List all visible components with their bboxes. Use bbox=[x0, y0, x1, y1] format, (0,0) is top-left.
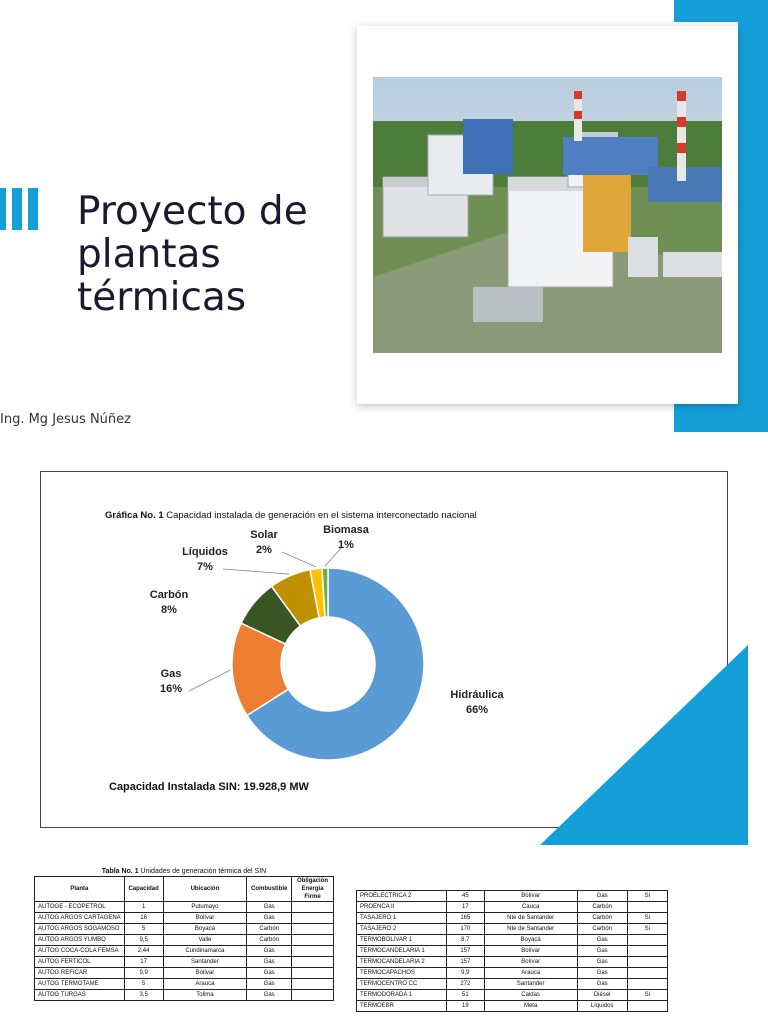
table-row bbox=[35, 990, 334, 1001]
cell-obligacion bbox=[292, 979, 334, 990]
cell-ubicacion: Bolívar bbox=[484, 957, 577, 968]
cell-combustible: Carbón bbox=[247, 924, 292, 935]
leader-line-líquidos bbox=[223, 569, 289, 574]
col-header-capacidad: Capacidad bbox=[124, 877, 163, 902]
cell-capacidad: 17 bbox=[124, 957, 163, 968]
table-row bbox=[357, 990, 668, 1001]
slice-label-carbón: Carbón bbox=[149, 589, 189, 601]
cell-combustible: Diésel bbox=[577, 990, 627, 1001]
cell-ubicacion: Bolívar bbox=[484, 946, 577, 957]
cell-obligacion bbox=[292, 946, 334, 957]
cell-planta: AUTOG ARGOS SOGAMOSO bbox=[35, 924, 125, 935]
cell-obligacion: Si bbox=[627, 990, 667, 1001]
cell-capacidad: 157 bbox=[447, 946, 484, 957]
cell-planta: AUTOGE - ECOPETROL bbox=[35, 902, 125, 913]
table-row bbox=[35, 968, 334, 979]
cell-combustible: Gas bbox=[577, 891, 627, 902]
cell-ubicacion: Tolima bbox=[163, 990, 247, 1001]
cell-obligacion bbox=[627, 1001, 667, 1012]
slice-pct-solar: 2% bbox=[256, 544, 272, 556]
cell-combustible: Gas bbox=[247, 979, 292, 990]
thermal-units-table-1 bbox=[34, 876, 334, 1001]
title-decoration bbox=[0, 188, 38, 230]
cell-capacidad: 19 bbox=[447, 1001, 484, 1012]
col-header-planta: Planta bbox=[35, 877, 125, 902]
slice-label-solar: Solar bbox=[250, 529, 278, 541]
col-header-ubicacion: Ubicación bbox=[163, 877, 247, 902]
table-row bbox=[357, 968, 668, 979]
cell-combustible: Gas bbox=[577, 946, 627, 957]
cell-capacidad: 2,44 bbox=[124, 946, 163, 957]
slice-pct-hidráulica: 66% bbox=[465, 704, 489, 716]
table-caption-rest: Unidades de generación térmica del SIN bbox=[140, 868, 267, 875]
page-title bbox=[77, 190, 308, 319]
table-row bbox=[357, 1001, 668, 1012]
leader-line-gas bbox=[189, 670, 230, 691]
cell-planta: TERMODORADA 1 bbox=[357, 990, 447, 1001]
cell-capacidad: 157 bbox=[447, 957, 484, 968]
chart-title-rest: Capacidad instalada de generación en el sistema interconectado nacional bbox=[166, 510, 477, 521]
cell-obligacion bbox=[292, 924, 334, 935]
cell-capacidad: 16 bbox=[124, 913, 163, 924]
cell-capacidad: 5 bbox=[124, 924, 163, 935]
cell-planta: AUTOG ARGOS YUMBO bbox=[35, 935, 125, 946]
cell-combustible: Gas bbox=[577, 935, 627, 946]
cell-planta: TASAJERO 1 bbox=[357, 913, 447, 924]
cell-obligacion bbox=[627, 946, 667, 957]
cell-ubicacion: Meta bbox=[484, 1001, 577, 1012]
table-row bbox=[357, 957, 668, 968]
slice-label-gas: Gas bbox=[160, 668, 182, 680]
cell-combustible: Gas bbox=[577, 979, 627, 990]
cell-ubicacion: Caldas bbox=[484, 990, 577, 1001]
cell-capacidad: 3,5 bbox=[124, 990, 163, 1001]
cell-combustible: Gas bbox=[247, 968, 292, 979]
slice-pct-carbón: 8% bbox=[161, 604, 177, 616]
thermal-units-table-2 bbox=[356, 890, 668, 1012]
accent-bar-bottom bbox=[674, 404, 768, 432]
table-row bbox=[357, 913, 668, 924]
cell-planta: AUTOG ARGOS CARTAGENA bbox=[35, 913, 125, 924]
table-row bbox=[357, 891, 668, 902]
cell-combustible: Carbón bbox=[577, 913, 627, 924]
cell-capacidad: 8,7 bbox=[447, 935, 484, 946]
cell-obligacion bbox=[292, 935, 334, 946]
chart-title-bold: Gráfica No. 1 bbox=[105, 510, 164, 521]
chart-footer: Capacidad Instalada SIN: 19.928,9 MW bbox=[109, 781, 309, 793]
cell-ubicacion: Bolívar bbox=[484, 891, 577, 902]
cell-ubicacion: Bolívar bbox=[163, 913, 247, 924]
cell-ubicacion: Putumayo bbox=[163, 902, 247, 913]
cell-combustible: Gas bbox=[247, 957, 292, 968]
author-credit: Ing. Mg Jesus Núñez bbox=[0, 412, 131, 427]
cell-planta: AUTOG COCA-COLA FEMSA bbox=[35, 946, 125, 957]
cell-planta: AUTOG FERTICOL bbox=[35, 957, 125, 968]
cell-combustible: Gas bbox=[247, 990, 292, 1001]
table-caption bbox=[34, 868, 334, 875]
cell-capacidad: 5 bbox=[124, 979, 163, 990]
accent-triangle bbox=[540, 645, 748, 845]
cell-combustible: Gas bbox=[577, 957, 627, 968]
cell-capacidad: 51 bbox=[447, 990, 484, 1001]
table-caption-bold: Tabla No. 1 bbox=[101, 868, 139, 875]
cell-obligacion: Si bbox=[627, 913, 667, 924]
table-row bbox=[35, 924, 334, 935]
cell-capacidad: 9,9 bbox=[447, 968, 484, 979]
leader-line-solar bbox=[282, 552, 316, 567]
cell-capacidad: 165 bbox=[447, 913, 484, 924]
cell-planta: PROENCA II bbox=[357, 902, 447, 913]
cell-capacidad: 45 bbox=[447, 891, 484, 902]
cell-obligacion bbox=[292, 913, 334, 924]
accent-bar-top bbox=[674, 0, 768, 22]
table-row bbox=[35, 979, 334, 990]
table-row bbox=[357, 946, 668, 957]
cell-capacidad: 170 bbox=[447, 924, 484, 935]
cell-obligacion bbox=[627, 979, 667, 990]
cell-obligacion: Si bbox=[627, 891, 667, 902]
slice-pct-gas: 16% bbox=[159, 683, 183, 695]
cell-ubicacion: Nte de Santander bbox=[484, 924, 577, 935]
cell-obligacion bbox=[292, 990, 334, 1001]
cell-capacidad: 17 bbox=[447, 902, 484, 913]
title-line-2: plantas bbox=[77, 232, 221, 277]
deco-bar bbox=[12, 188, 22, 230]
cell-ubicacion: Santander bbox=[484, 979, 577, 990]
cell-planta: PROELECTRICA 2 bbox=[357, 891, 447, 902]
table-row bbox=[35, 902, 334, 913]
cell-ubicacion: Bolívar bbox=[163, 968, 247, 979]
col-header-obligacion: Obligación Energía Firme bbox=[292, 877, 334, 902]
cell-planta: AUTOG TURGAS bbox=[35, 990, 125, 1001]
cell-obligacion: Si bbox=[627, 924, 667, 935]
cell-planta: TERMOBOLIVAR 1 bbox=[357, 935, 447, 946]
cell-combustible: Gas bbox=[247, 946, 292, 957]
cell-planta: AUTOG REFICAR bbox=[35, 968, 125, 979]
cell-planta: TERMOCANDELARIA 1 bbox=[357, 946, 447, 957]
cell-planta: TASAJERO 2 bbox=[357, 924, 447, 935]
cell-combustible: Carbón bbox=[577, 924, 627, 935]
cell-capacidad: 272 bbox=[447, 979, 484, 990]
table-header-row bbox=[35, 877, 334, 902]
cell-planta: TERMOEBR bbox=[357, 1001, 447, 1012]
cell-obligacion bbox=[292, 902, 334, 913]
accent-bar-right bbox=[738, 22, 768, 432]
cell-ubicacion: Nte de Santander bbox=[484, 913, 577, 924]
cell-obligacion bbox=[292, 957, 334, 968]
table-row bbox=[357, 935, 668, 946]
deco-bar bbox=[0, 188, 6, 230]
cell-obligacion bbox=[627, 935, 667, 946]
slice-pct-biomasa: 1% bbox=[338, 539, 354, 551]
table-row bbox=[357, 924, 668, 935]
cell-obligacion bbox=[292, 968, 334, 979]
cell-combustible: Carbón bbox=[577, 902, 627, 913]
slice-pct-líquidos: 7% bbox=[197, 561, 213, 573]
cell-planta: TERMOCENTRO CC bbox=[357, 979, 447, 990]
cell-ubicacion: Arauca bbox=[484, 968, 577, 979]
table-row bbox=[357, 902, 668, 913]
cell-obligacion bbox=[627, 968, 667, 979]
slice-label-biomasa: Biomasa bbox=[323, 524, 369, 536]
col-header-combustible: Combustible bbox=[247, 877, 292, 902]
thermal-power-plant-photo bbox=[373, 77, 722, 353]
cell-ubicacion: Cauca bbox=[484, 902, 577, 913]
cell-planta: TERMOCANDELARIA 2 bbox=[357, 957, 447, 968]
cell-ubicacion: Santander bbox=[163, 957, 247, 968]
cell-combustible: Gas bbox=[247, 902, 292, 913]
chart-title bbox=[105, 510, 477, 521]
table-row bbox=[35, 957, 334, 968]
cell-combustible: Carbón bbox=[247, 935, 292, 946]
photo-card bbox=[357, 26, 738, 404]
table-row bbox=[35, 913, 334, 924]
cell-ubicacion: Boyacá bbox=[484, 935, 577, 946]
title-line-1: Proyecto de bbox=[77, 189, 308, 234]
cell-ubicacion: Arauca bbox=[163, 979, 247, 990]
cell-planta: AUTOG TERMOTAME bbox=[35, 979, 125, 990]
deco-bar bbox=[28, 188, 38, 230]
cell-combustible: Líquidos bbox=[577, 1001, 627, 1012]
cell-combustible: Gas bbox=[247, 913, 292, 924]
table-row bbox=[357, 979, 668, 990]
cell-capacidad: 9,9 bbox=[124, 968, 163, 979]
table-row bbox=[35, 946, 334, 957]
cell-ubicacion: Valle bbox=[163, 935, 247, 946]
cell-obligacion bbox=[627, 902, 667, 913]
cell-ubicacion: Boyacá bbox=[163, 924, 247, 935]
cell-obligacion bbox=[627, 957, 667, 968]
slice-label-líquidos: Líquidos bbox=[182, 546, 228, 558]
title-line-3: térmicas bbox=[77, 275, 247, 320]
slice-label-hidráulica: Hidráulica bbox=[450, 689, 504, 701]
cell-combustible: Gas bbox=[577, 968, 627, 979]
cell-ubicacion: Cundinamarca bbox=[163, 946, 247, 957]
cell-capacidad: 9,5 bbox=[124, 935, 163, 946]
cell-planta: TERMOCAPACHOS bbox=[357, 968, 447, 979]
table-row bbox=[35, 935, 334, 946]
cell-capacidad: 1 bbox=[124, 902, 163, 913]
